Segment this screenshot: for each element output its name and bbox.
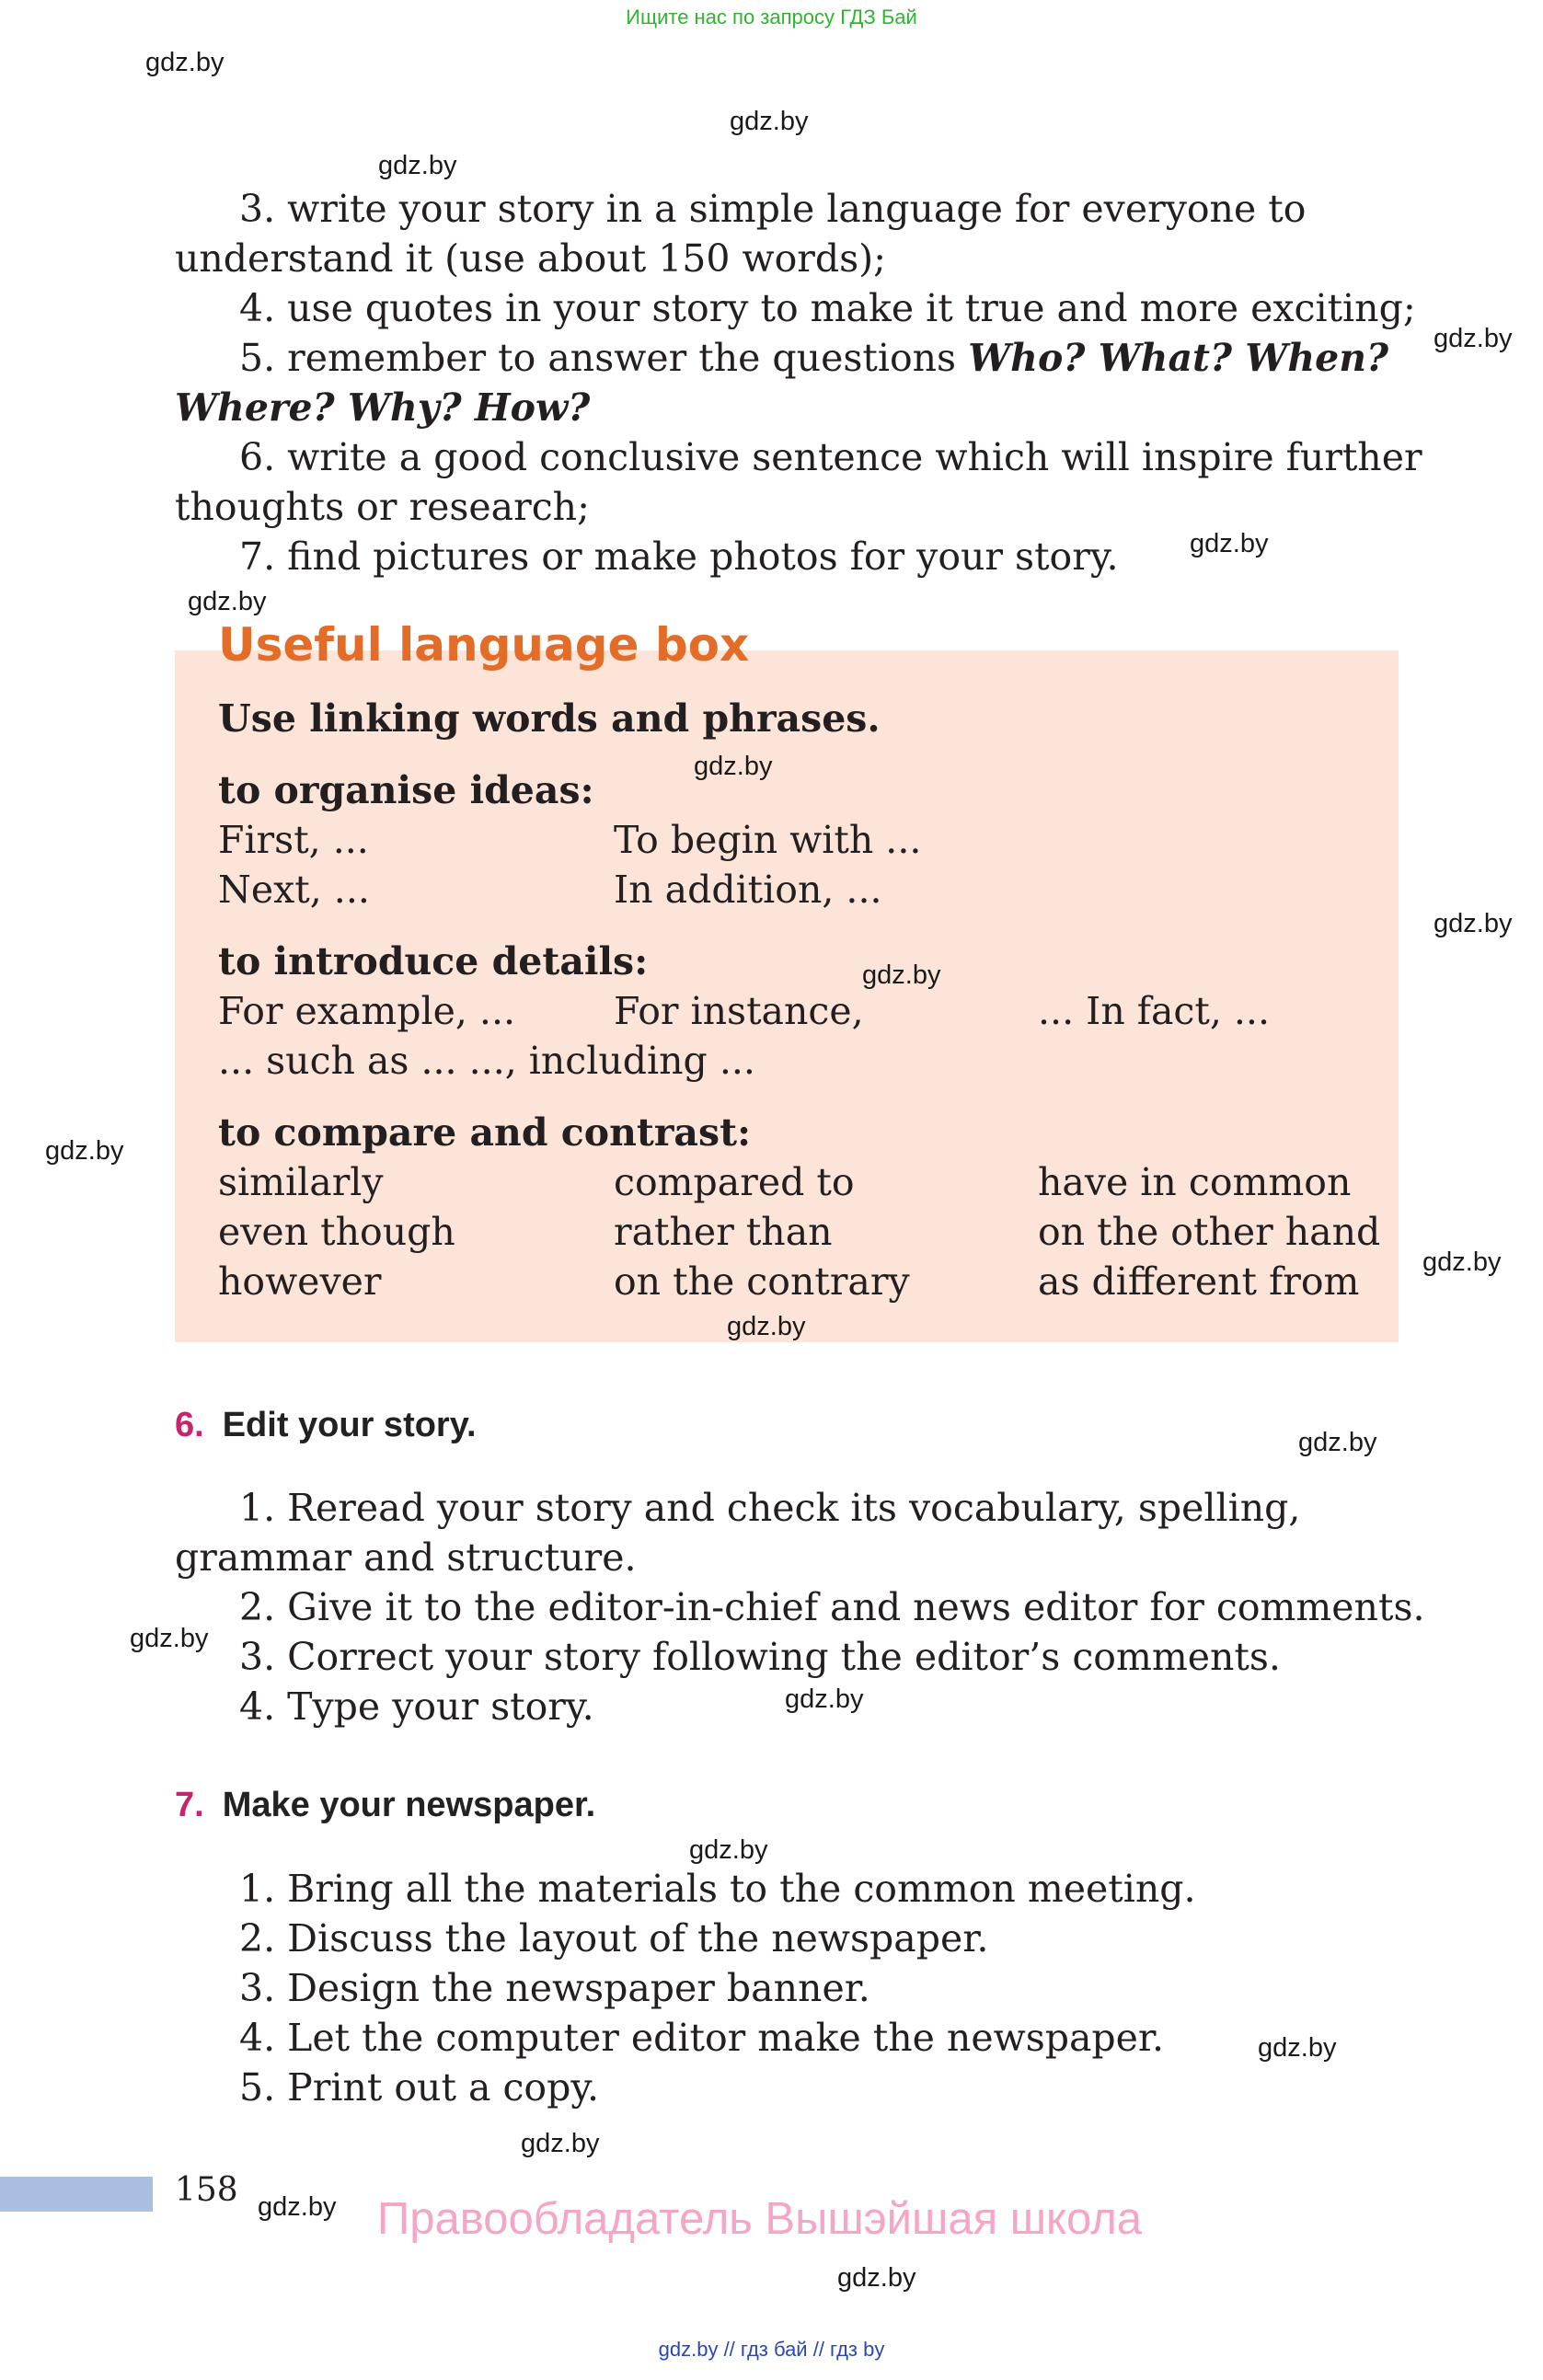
- exercise-6-title: Edit your story.: [222, 1406, 477, 1444]
- step-5-text: 5. remember to answer the questions: [239, 336, 969, 380]
- step-5-line-2: Where? Why? How?: [175, 385, 591, 430]
- exercise-6-number: 6.: [175, 1406, 204, 1444]
- exercise-7-item: 1. Bring all the materials to the common meeting.: [239, 1867, 1196, 1911]
- exercise-6-item: 3. Correct your story following the editor’s comments.: [239, 1635, 1281, 1679]
- exercise-6-item: 2. Give it to the editor-in-chief and news editor for comments.: [239, 1585, 1425, 1629]
- phrase-cell: however: [218, 1259, 382, 1304]
- step-5-questions: Who? What? When?: [968, 336, 1389, 380]
- page-number: 158: [175, 2171, 238, 2209]
- watermark: gdz.by: [1422, 1247, 1502, 1277]
- phrase-cell: Next, ...: [218, 868, 370, 912]
- watermark: gdz.by: [1434, 324, 1513, 353]
- phrase-cell: rather than: [614, 1210, 833, 1254]
- watermark: gdz.by: [694, 752, 773, 781]
- phrase-cell: First, ...: [218, 818, 369, 862]
- section-heading-details: to introduce details:: [218, 939, 649, 983]
- watermark: gdz.by: [45, 1136, 124, 1166]
- exercise-6-heading: [175, 1406, 477, 1445]
- step-3-line-1: 3. write your story in a simple language for everyone to: [239, 187, 1307, 231]
- exercise-7-heading: [175, 1786, 595, 1825]
- watermark: gdz.by: [1190, 529, 1269, 558]
- phrase-cell: on the contrary: [614, 1259, 910, 1304]
- phrase-cell: have in common: [1038, 1160, 1352, 1204]
- exercise-7-item: 4. Let the computer editor make the newspaper.: [239, 2016, 1165, 2060]
- phrase-cell: as different from: [1038, 1259, 1360, 1304]
- top-search-banner: Ищите нас по запросу ГДЗ Бай: [626, 6, 917, 29]
- watermark: gdz.by: [1258, 2033, 1337, 2063]
- phrase-cell: on the other hand: [1038, 1210, 1381, 1254]
- watermark: gdz.by: [689, 1835, 768, 1865]
- exercise-7-item: 2. Discuss the layout of the newspaper.: [239, 1916, 989, 1960]
- phrase-cell: compared to: [614, 1160, 855, 1204]
- watermark: gdz.by: [1434, 909, 1513, 938]
- section-heading-compare: to compare and contrast:: [218, 1110, 752, 1155]
- watermark: gdz.by: [730, 107, 809, 136]
- watermark: gdz.by: [188, 587, 267, 616]
- step-5-line-1: [239, 333, 1399, 383]
- watermark: gdz.by: [727, 1312, 806, 1341]
- watermark: gdz.by: [521, 2129, 600, 2158]
- page-number-bar: [0, 2177, 153, 2212]
- watermark: gdz.by: [258, 2192, 337, 2222]
- footer-links[interactable]: gdz.by // гдз бай // гдз by: [658, 2338, 885, 2361]
- exercise-7-item: 5. Print out a copy.: [239, 2065, 600, 2110]
- step-3-line-2: understand it (use about 150 words);: [175, 236, 886, 281]
- exercise-6-item: grammar and structure.: [175, 1535, 637, 1580]
- phrase-cell: In addition, ...: [614, 868, 882, 912]
- exercise-6-item: 4. Type your story.: [239, 1684, 594, 1729]
- watermark: gdz.by: [145, 48, 225, 77]
- step-6-line-2: thoughts or research;: [175, 485, 590, 529]
- phrase-cell: ... In fact, ...: [1038, 989, 1270, 1033]
- step-4: 4. use quotes in your story to make it true and more exciting;: [239, 286, 1416, 330]
- watermark: gdz.by: [130, 1624, 209, 1653]
- phrase-cell: For example, ...: [218, 989, 516, 1033]
- copyright-notice: Правообладатель Вышэйшая школа: [377, 2194, 1143, 2244]
- phrase-cell: To begin with ...: [614, 818, 922, 862]
- language-box-title: Useful language box: [218, 618, 750, 672]
- exercise-7-item: 3. Design the newspaper banner.: [239, 1966, 870, 2010]
- language-box-intro: Use linking words and phrases.: [218, 696, 881, 741]
- watermark: gdz.by: [378, 151, 457, 180]
- step-6-line-1: 6. write a good conclusive sentence which will inspire further: [239, 435, 1422, 479]
- watermark: gdz.by: [1298, 1428, 1377, 1457]
- exercise-6-item: 1. Reread your story and check its vocabulary, spelling,: [239, 1486, 1301, 1530]
- watermark: gdz.by: [837, 2263, 916, 2293]
- watermark: gdz.by: [862, 960, 941, 990]
- exercise-7-number: 7.: [175, 1786, 204, 1824]
- phrase-cell: ... such as ... ..., including ...: [218, 1039, 755, 1083]
- step-7: 7. find pictures or make photos for your story.: [239, 535, 1119, 579]
- watermark: gdz.by: [785, 1684, 864, 1714]
- section-heading-organise: to organise ideas:: [218, 768, 594, 812]
- phrase-cell: similarly: [218, 1160, 384, 1204]
- phrase-cell: even though: [218, 1210, 455, 1254]
- exercise-7-title: Make your newspaper.: [222, 1786, 596, 1824]
- phrase-cell: For instance,: [614, 989, 864, 1033]
